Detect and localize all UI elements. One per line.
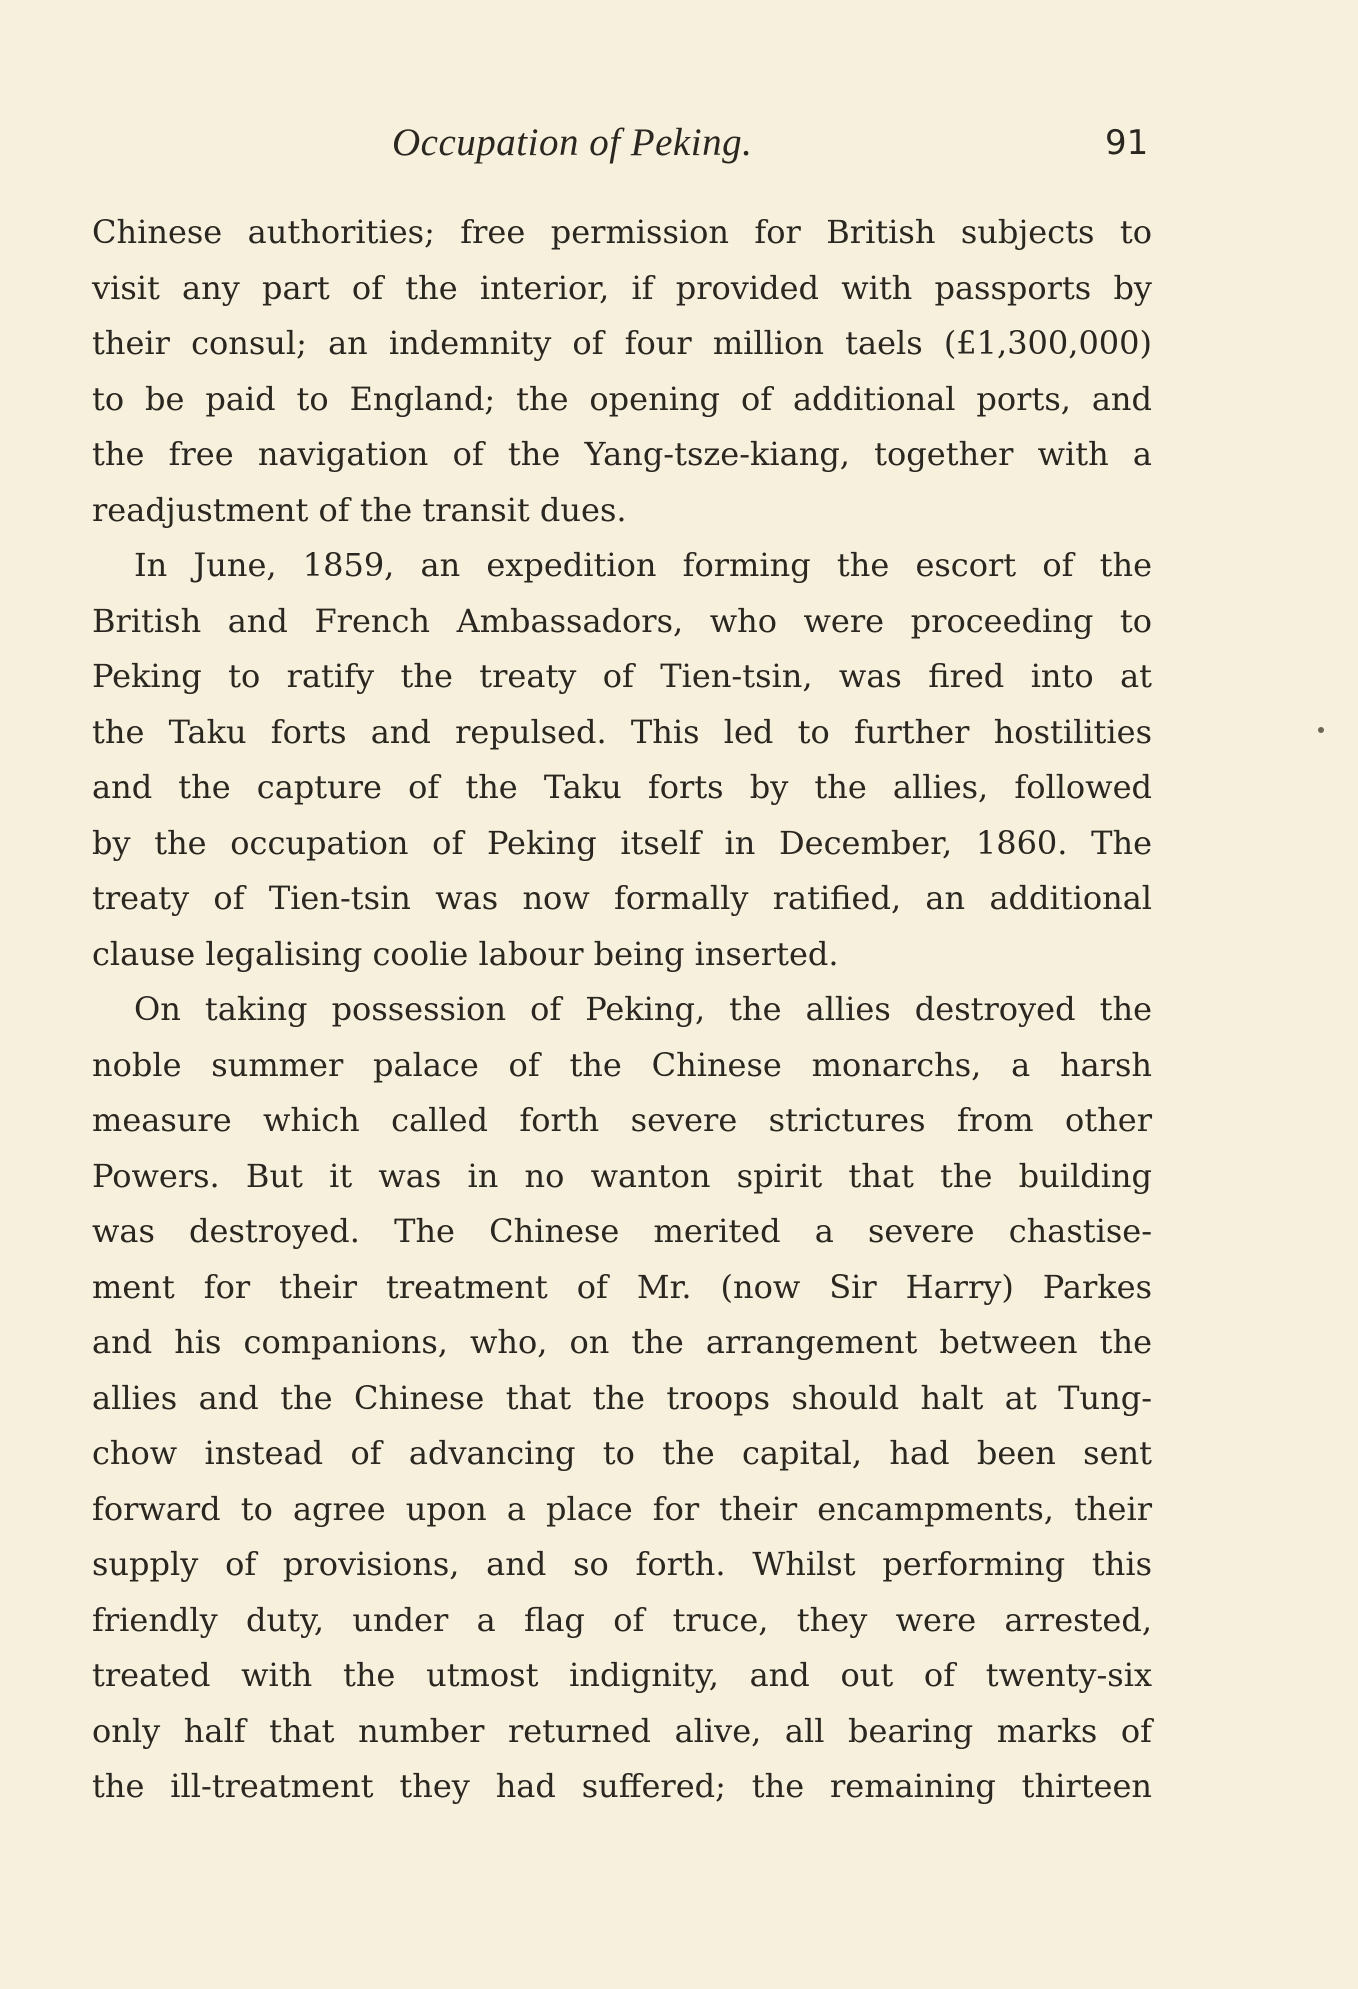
- text-line: treaty of Tien-tsin was now formally ratified, an additional: [92, 879, 1152, 917]
- text-line: Peking to ratify the treaty of Tien-tsin, was fired into at: [92, 657, 1152, 695]
- text-line: only half that number returned alive, all bearing marks of: [92, 1711, 1152, 1750]
- text-line: British and French Ambassadors, who were proceeding to: [92, 601, 1152, 640]
- text-line: by the occupation of Peking itself in December, 1860. The: [92, 823, 1152, 862]
- text-line: readjustment of the transit dues.: [92, 490, 627, 529]
- body-text: [92, 205, 1152, 1815]
- paragraph-start-line: On taking possession of Peking, the allies destroyed the: [134, 990, 1152, 1028]
- text-line: and his companions, who, on the arrangement between the: [92, 1323, 1152, 1361]
- text-line: Chinese authorities; free permission for British subjects to: [92, 213, 1152, 251]
- text-line: visit any part of the interior, if provided with passports by: [92, 268, 1152, 307]
- text-line: their consul; an indemnity of four million taels (£1,300,000): [92, 324, 1152, 362]
- text-line: to be paid to England; the opening of additional ports, and: [92, 379, 1152, 418]
- running-title: Occupation of Peking.: [392, 121, 753, 164]
- text-line: ment for their treatment of Mr. (now Sir Harry) Parkes: [92, 1267, 1152, 1306]
- text-line: Powers. But it was in no wanton spirit that the building: [92, 1156, 1152, 1195]
- text-line: friendly duty, under a flag of truce, they were arrested,: [92, 1600, 1152, 1639]
- text-line: the free navigation of the Yang-tsze-kiang, together with a: [92, 435, 1152, 473]
- margin-ink-speck: [1318, 727, 1324, 733]
- text-line: was destroyed. The Chinese merited a severe chastise-: [92, 1212, 1152, 1250]
- text-line: allies and the Chinese that the troops should halt at Tung-: [92, 1378, 1152, 1417]
- text-line: supply of provisions, and so forth. Whilst performing this: [92, 1545, 1152, 1583]
- paragraph-start-line: In June, 1859, an expedition forming the escort of the: [134, 546, 1152, 584]
- text-line: the ill-treatment they had suffered; the remaining thirteen: [92, 1767, 1152, 1805]
- text-line: and the capture of the Taku forts by the allies, followed: [92, 768, 1152, 806]
- text-line: measure which called forth severe strictures from other: [92, 1101, 1152, 1139]
- text-line: chow instead of advancing to the capital, had been sent: [92, 1434, 1152, 1472]
- text-line: the Taku forts and repulsed. This led to further hostilities: [92, 712, 1152, 751]
- text-line: treated with the utmost indignity, and out of twenty-six: [92, 1656, 1152, 1694]
- text-line: noble summer palace of the Chinese monarchs, a harsh: [92, 1045, 1152, 1084]
- running-head: [92, 118, 1152, 168]
- text-line: forward to agree upon a place for their encampments, their: [92, 1489, 1152, 1528]
- page-number: 91: [1105, 123, 1149, 163]
- text-line: clause legalising coolie labour being inserted.: [92, 934, 839, 973]
